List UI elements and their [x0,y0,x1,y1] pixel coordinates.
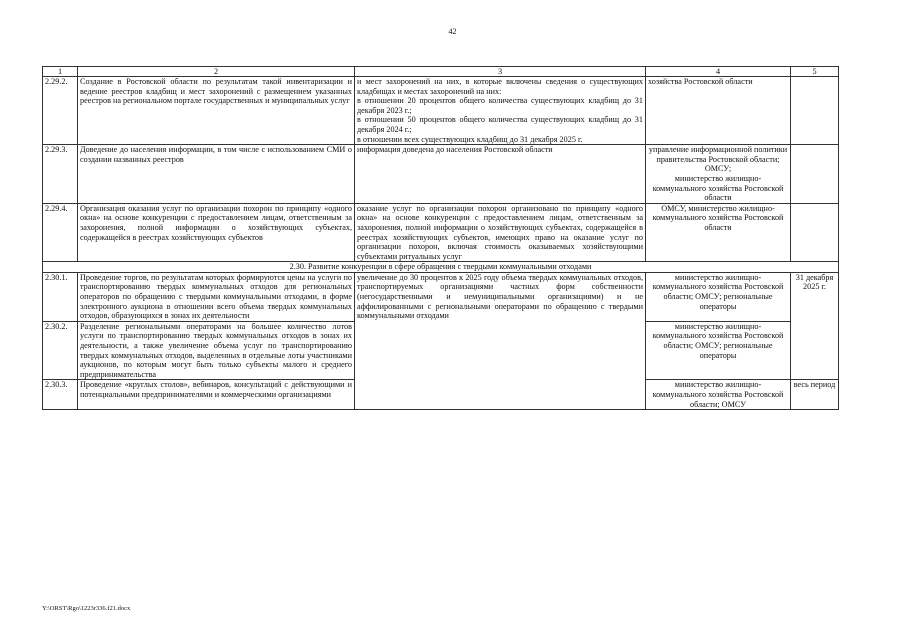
result-line: в отношении всех существующих кладбищ до 31 декабря 2025 г. [357,134,583,144]
header-cell: 1 [43,67,78,77]
action-cell: Разделение региональными операторами на большее количество лотов услуги по транспортированию твердых коммунальных отходов в зонах их деятельности, а также увеличение объема услуг по транспортированию твердых коммунальных отходов, выделенных в отдельные лоты участниками аукционов, по которым могут быть только субъекты малого и среднего предпринимательства [78,321,355,380]
result-line: в отношении 50 процентов общего количества существующих кладбищ до 31 декабря 2024 г.; [357,115,643,134]
deadline-cell: 31 декабря 2025 г. [791,272,839,380]
header-row [43,67,839,77]
table-row [43,272,839,321]
result-line: и мест захоронений на них, в которые включены сведения о существующих кладбищах и местах захоронений на них: [357,77,643,96]
deadline-cell: весь период [791,380,839,410]
action-cell: Доведение до населения информации, в том числе с использованием СМИ о создании названных реестров [78,145,355,204]
table-row [43,145,839,204]
deadline-cell [791,203,839,262]
result-line: в отношении 20 процентов общего количества существующих кладбищ до 31 декабря 2023 г.; [357,96,643,115]
header-cell: 5 [791,67,839,77]
executor-cell: хозяйства Ростовской области [646,77,791,145]
result-cell [355,77,646,145]
result-cell: оказание услуг по организации похорон организовано по принципу «одного окна» на основе конкуренции с предоставлением лицам, ответственным за захоронения, полной информации о хозяйствующих субъектах, содержащейся в реестрах хозяйствующих субъектов, имеющих право на оказание услуг по организации похорон, включая стоимость оказываемых хозяйствующими субъектами ритуальных услуг [355,203,646,262]
file-path-footer: Y:\ORST\Rgo\1223r336.f21.docx [42,605,131,612]
row-number: 2.30.2. [43,321,78,380]
row-number: 2.30.3. [43,380,78,410]
action-cell: Проведение «круглых столов», вебинаров, консультаций с действующими и потенциальными предпринимателями и коммерческими организациями [78,380,355,410]
row-number: 2.30.1. [43,272,78,321]
section-heading-row [43,262,839,273]
executor-cell: министерство жилищно-коммунального хозяйства Ростовской области; ОМСУ [646,380,791,410]
header-cell: 4 [646,67,791,77]
deadline-cell [791,145,839,204]
row-number: 2.29.3. [43,145,78,204]
deadline-cell [791,77,839,145]
executor-line: министерство жилищно-коммунального хозяйства Ростовской области [652,173,784,203]
executor-cell [646,145,791,204]
measures-table [42,66,839,410]
table-row [43,203,839,262]
action-cell: Проведение торгов, по результатам которых формируются цены на услуги по транспортированию твердых коммунальных отходов для региональных операторов по обращению с твердыми коммунальными отходами, в форме электронного аукциона в отношении всего объема твердых коммунальных отходов, образующихся в зонах их деятельности [78,272,355,321]
header-cell: 3 [355,67,646,77]
result-cell: информация доведена до населения Ростовской области [355,145,646,204]
header-cell: 2 [78,67,355,77]
section-result-cell: увеличение до 30 процентов к 2025 году объема твердых коммунальных отходов, транспортируемых организациями частных форм собственности (негосударственными и немуниципальными организациями) и не аффилированными с региональными операторами по обращению с твердыми коммунальными отходами [355,272,646,409]
executor-cell: ОМСУ, министерство жилищно-коммунального хозяйства Ростовской области [646,203,791,262]
row-number: 2.29.2. [43,77,78,145]
section-title: 2.30. Развитие конкуренции в сфере обращения с твердыми коммунальными отходами [43,262,839,273]
executor-line: управление информационной политики правительства Ростовской области; ОМСУ; [648,145,788,174]
action-cell: Создание в Ростовской области по результатам такой инвентаризации и ведение реестров кладбищ и мест захоронений с размещением указанных реестров на региональном портале государственных и муниципальных услуг [78,77,355,145]
table-row [43,77,839,145]
action-cell: Организация оказания услуг по организации похорон по принципу «одного окна» на основе конкуренции с предоставлением лицам, ответственным за захоронения, полной информации о хозяйствующих субъектах, содержащейся в реестрах хозяйствующих субъектов [78,203,355,262]
row-number: 2.29.4. [43,203,78,262]
page-number: 42 [448,27,457,36]
executor-cell: министерство жилищно-коммунального хозяйства Ростовской области; ОМСУ; региональные операторы [646,272,791,321]
executor-cell: министерство жилищно-коммунального хозяйства Ростовской области; ОМСУ; региональные операторы [646,321,791,380]
